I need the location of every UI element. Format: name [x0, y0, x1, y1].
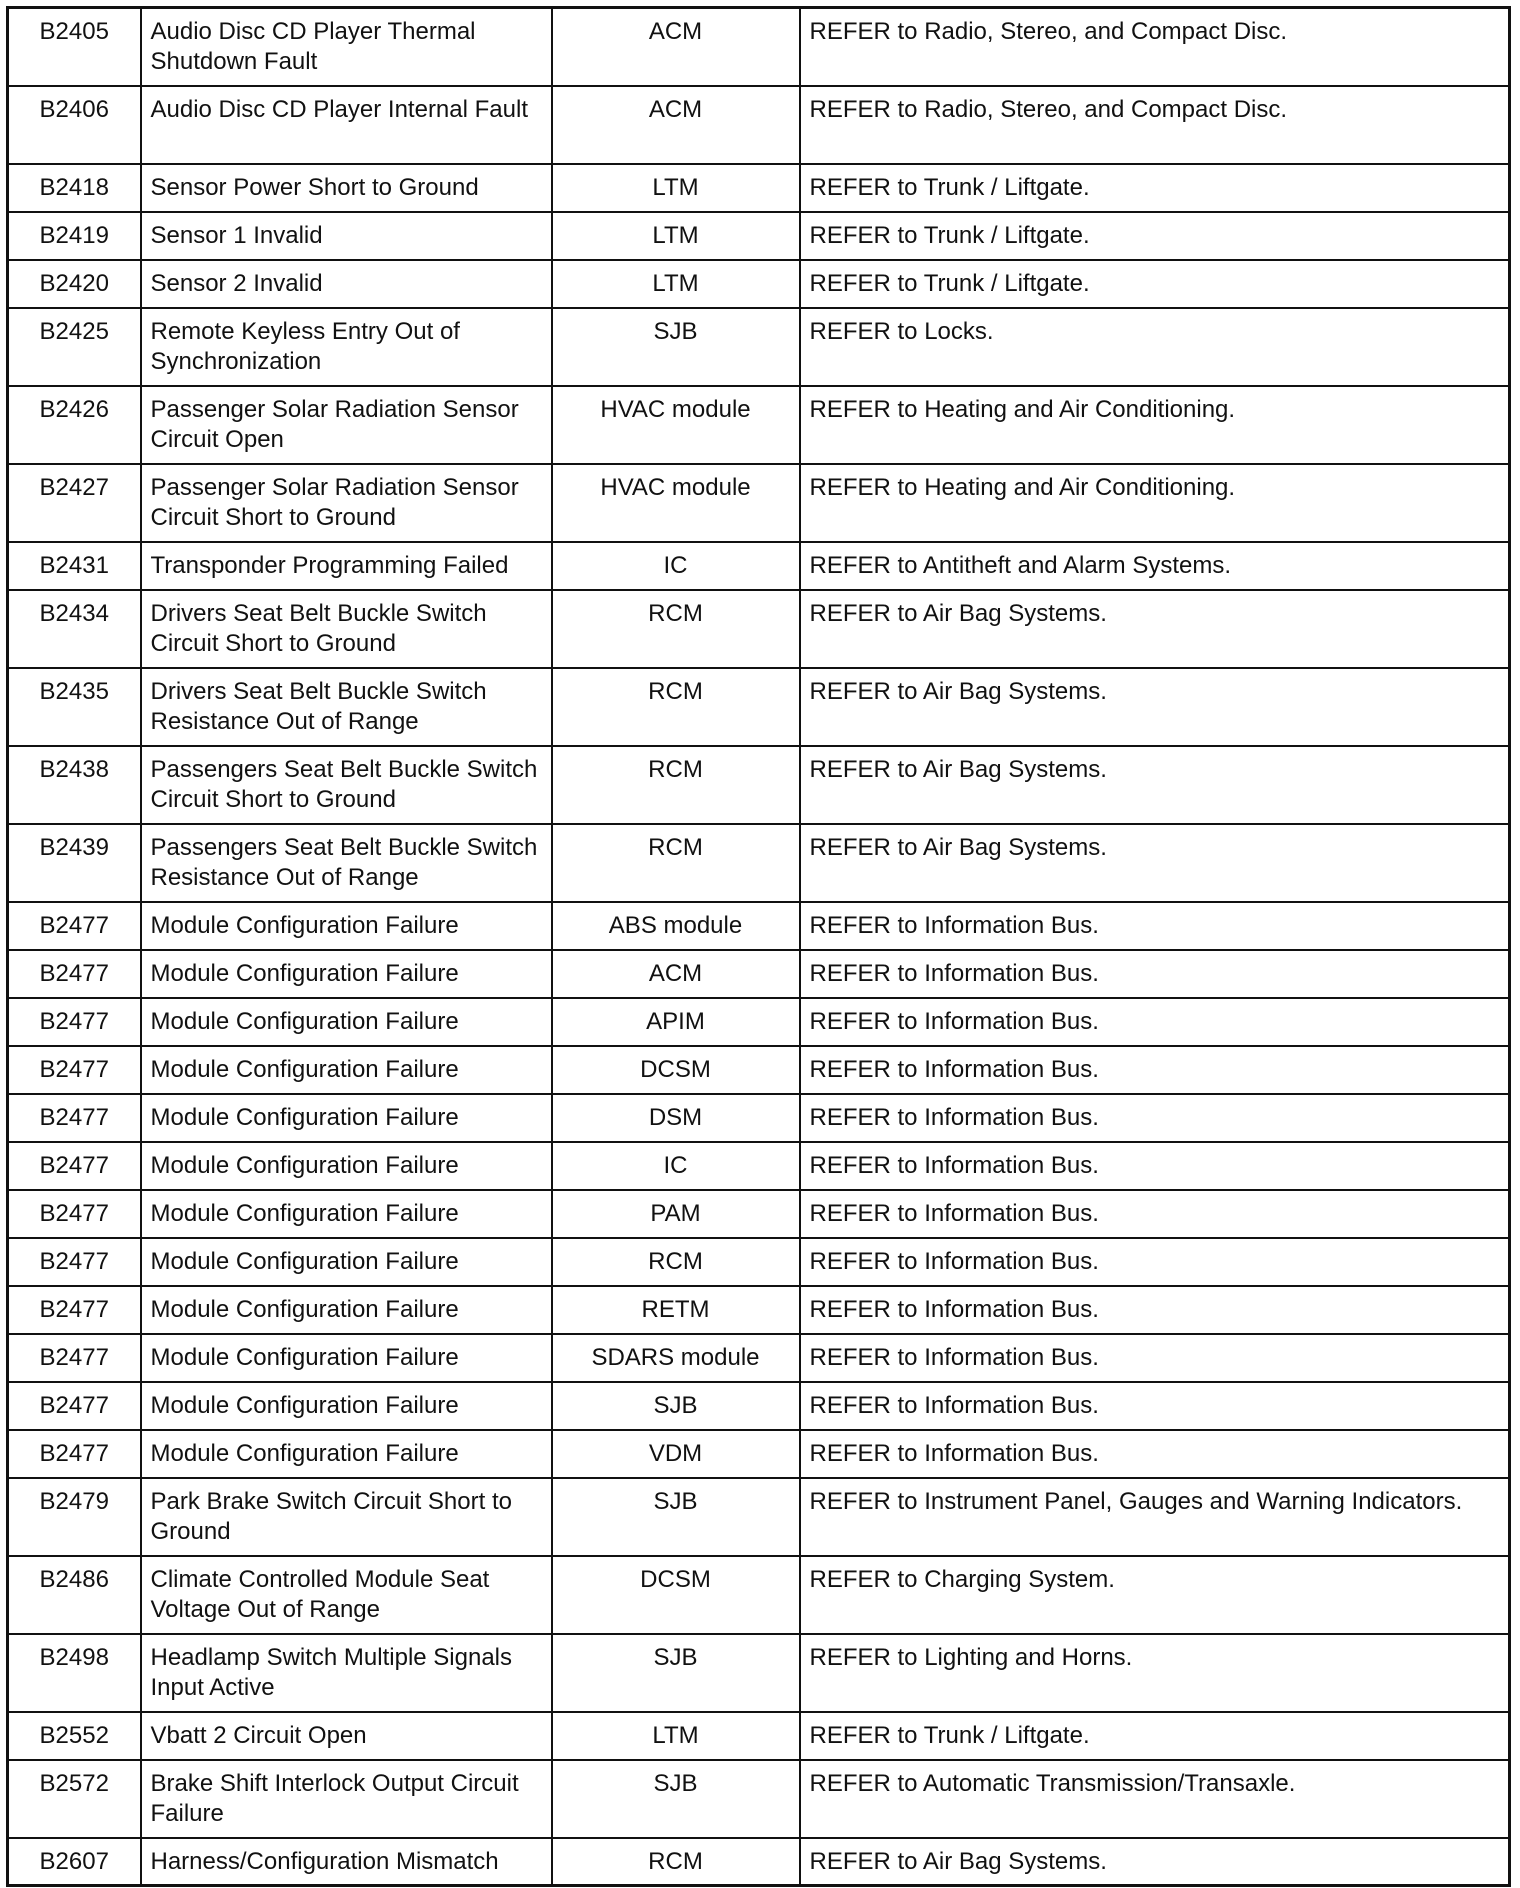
dtc-code-cell: B2477 — [8, 1142, 141, 1190]
dtc-action-cell: REFER to Information Bus. — [800, 1334, 1510, 1382]
dtc-module-cell: PAM — [552, 1190, 800, 1238]
dtc-code-cell: B2427 — [8, 464, 141, 542]
dtc-code-cell: B2477 — [8, 1334, 141, 1382]
table-row — [8, 86, 1510, 164]
dtc-code-cell: B2439 — [8, 824, 141, 902]
dtc-module-cell: DSM — [552, 1094, 800, 1142]
dtc-description-cell: Module Configuration Failure — [141, 1142, 552, 1190]
dtc-description-cell: Module Configuration Failure — [141, 998, 552, 1046]
dtc-code-cell: B2477 — [8, 950, 141, 998]
table-row — [8, 542, 1510, 590]
table-row — [8, 1478, 1510, 1556]
dtc-table-body — [8, 8, 1510, 1886]
dtc-code-cell: B2477 — [8, 1190, 141, 1238]
dtc-action-cell: REFER to Information Bus. — [800, 1238, 1510, 1286]
dtc-description-cell: Module Configuration Failure — [141, 1430, 552, 1478]
dtc-code-cell: B2498 — [8, 1634, 141, 1712]
dtc-module-cell: LTM — [552, 164, 800, 212]
dtc-module-cell: HVAC module — [552, 464, 800, 542]
dtc-action-cell: REFER to Heating and Air Conditioning. — [800, 464, 1510, 542]
dtc-module-cell: SJB — [552, 1382, 800, 1430]
dtc-module-cell: ABS module — [552, 902, 800, 950]
table-row — [8, 1382, 1510, 1430]
dtc-code-cell: B2477 — [8, 1382, 141, 1430]
dtc-table — [6, 6, 1511, 1887]
dtc-code-cell: B2431 — [8, 542, 141, 590]
dtc-module-cell: RCM — [552, 824, 800, 902]
dtc-description-cell: Sensor Power Short to Ground — [141, 164, 552, 212]
dtc-module-cell: RCM — [552, 668, 800, 746]
table-row — [8, 902, 1510, 950]
table-row — [8, 1046, 1510, 1094]
table-row — [8, 1142, 1510, 1190]
dtc-module-cell: RCM — [552, 746, 800, 824]
dtc-action-cell: REFER to Trunk / Liftgate. — [800, 164, 1510, 212]
dtc-description-cell: Brake Shift Interlock Output Circuit Failure — [141, 1760, 552, 1838]
table-row — [8, 1634, 1510, 1712]
dtc-code-cell: B2607 — [8, 1838, 141, 1886]
dtc-description-cell: Module Configuration Failure — [141, 1382, 552, 1430]
dtc-module-cell: SJB — [552, 308, 800, 386]
table-row — [8, 1760, 1510, 1838]
dtc-module-cell: RCM — [552, 590, 800, 668]
dtc-description-cell: Remote Keyless Entry Out of Synchronization — [141, 308, 552, 386]
table-row — [8, 212, 1510, 260]
dtc-action-cell: REFER to Information Bus. — [800, 998, 1510, 1046]
dtc-module-cell: SJB — [552, 1478, 800, 1556]
dtc-action-cell: REFER to Instrument Panel, Gauges and Warning Indicators. — [800, 1478, 1510, 1556]
dtc-module-cell: ACM — [552, 950, 800, 998]
dtc-code-cell: B2405 — [8, 8, 141, 86]
dtc-module-cell: SDARS module — [552, 1334, 800, 1382]
dtc-action-cell: REFER to Air Bag Systems. — [800, 746, 1510, 824]
dtc-action-cell: REFER to Heating and Air Conditioning. — [800, 386, 1510, 464]
dtc-action-cell: REFER to Locks. — [800, 308, 1510, 386]
dtc-code-cell: B2425 — [8, 308, 141, 386]
dtc-module-cell: APIM — [552, 998, 800, 1046]
dtc-module-cell: RCM — [552, 1838, 800, 1886]
dtc-description-cell: Module Configuration Failure — [141, 1238, 552, 1286]
dtc-description-cell: Passengers Seat Belt Buckle Switch Resistance Out of Range — [141, 824, 552, 902]
dtc-action-cell: REFER to Air Bag Systems. — [800, 590, 1510, 668]
table-row — [8, 824, 1510, 902]
dtc-action-cell: REFER to Radio, Stereo, and Compact Disc. — [800, 8, 1510, 86]
dtc-module-cell: RCM — [552, 1238, 800, 1286]
dtc-code-cell: B2486 — [8, 1556, 141, 1634]
table-row — [8, 1556, 1510, 1634]
dtc-action-cell: REFER to Information Bus. — [800, 950, 1510, 998]
table-row — [8, 1238, 1510, 1286]
dtc-description-cell: Module Configuration Failure — [141, 950, 552, 998]
dtc-code-cell: B2426 — [8, 386, 141, 464]
dtc-code-cell: B2420 — [8, 260, 141, 308]
table-row — [8, 1712, 1510, 1760]
dtc-code-cell: B2477 — [8, 1430, 141, 1478]
table-row — [8, 8, 1510, 86]
dtc-description-cell: Module Configuration Failure — [141, 1334, 552, 1382]
table-row — [8, 1838, 1510, 1886]
dtc-action-cell: REFER to Antitheft and Alarm Systems. — [800, 542, 1510, 590]
dtc-description-cell: Passengers Seat Belt Buckle Switch Circuit Short to Ground — [141, 746, 552, 824]
table-row — [8, 260, 1510, 308]
dtc-code-cell: B2434 — [8, 590, 141, 668]
dtc-action-cell: REFER to Lighting and Horns. — [800, 1634, 1510, 1712]
dtc-code-cell: B2479 — [8, 1478, 141, 1556]
dtc-description-cell: Module Configuration Failure — [141, 902, 552, 950]
dtc-module-cell: LTM — [552, 212, 800, 260]
dtc-module-cell: LTM — [552, 260, 800, 308]
dtc-description-cell: Vbatt 2 Circuit Open — [141, 1712, 552, 1760]
table-row — [8, 590, 1510, 668]
dtc-module-cell: IC — [552, 542, 800, 590]
dtc-action-cell: REFER to Radio, Stereo, and Compact Disc. — [800, 86, 1510, 164]
dtc-code-cell: B2477 — [8, 1046, 141, 1094]
dtc-description-cell: Drivers Seat Belt Buckle Switch Resistance Out of Range — [141, 668, 552, 746]
dtc-module-cell: VDM — [552, 1430, 800, 1478]
dtc-description-cell: Module Configuration Failure — [141, 1286, 552, 1334]
dtc-description-cell: Module Configuration Failure — [141, 1046, 552, 1094]
dtc-module-cell: ACM — [552, 86, 800, 164]
dtc-code-cell: B2406 — [8, 86, 141, 164]
dtc-action-cell: REFER to Information Bus. — [800, 1142, 1510, 1190]
dtc-description-cell: Transponder Programming Failed — [141, 542, 552, 590]
dtc-description-cell: Park Brake Switch Circuit Short to Ground — [141, 1478, 552, 1556]
dtc-module-cell: DCSM — [552, 1046, 800, 1094]
dtc-code-cell: B2477 — [8, 902, 141, 950]
table-row — [8, 746, 1510, 824]
table-row — [8, 1334, 1510, 1382]
dtc-module-cell: IC — [552, 1142, 800, 1190]
dtc-module-cell: LTM — [552, 1712, 800, 1760]
table-row — [8, 668, 1510, 746]
dtc-code-cell: B2438 — [8, 746, 141, 824]
dtc-module-cell: RETM — [552, 1286, 800, 1334]
dtc-code-cell: B2477 — [8, 1286, 141, 1334]
dtc-action-cell: REFER to Trunk / Liftgate. — [800, 1712, 1510, 1760]
table-row — [8, 164, 1510, 212]
dtc-description-cell: Module Configuration Failure — [141, 1190, 552, 1238]
dtc-action-cell: REFER to Air Bag Systems. — [800, 1838, 1510, 1886]
dtc-description-cell: Module Configuration Failure — [141, 1094, 552, 1142]
dtc-action-cell: REFER to Information Bus. — [800, 1046, 1510, 1094]
dtc-module-cell: ACM — [552, 8, 800, 86]
dtc-action-cell: REFER to Information Bus. — [800, 1286, 1510, 1334]
dtc-module-cell: SJB — [552, 1634, 800, 1712]
dtc-description-cell: Climate Controlled Module Seat Voltage Out of Range — [141, 1556, 552, 1634]
dtc-description-cell: Drivers Seat Belt Buckle Switch Circuit Short to Ground — [141, 590, 552, 668]
dtc-description-cell: Sensor 1 Invalid — [141, 212, 552, 260]
dtc-code-cell: B2477 — [8, 998, 141, 1046]
dtc-code-cell: B2419 — [8, 212, 141, 260]
table-row — [8, 308, 1510, 386]
dtc-action-cell: REFER to Charging System. — [800, 1556, 1510, 1634]
dtc-description-cell: Headlamp Switch Multiple Signals Input Active — [141, 1634, 552, 1712]
dtc-action-cell: REFER to Automatic Transmission/Transaxle. — [800, 1760, 1510, 1838]
table-row — [8, 1094, 1510, 1142]
dtc-description-cell: Sensor 2 Invalid — [141, 260, 552, 308]
dtc-code-cell: B2435 — [8, 668, 141, 746]
dtc-description-cell: Harness/Configuration Mismatch — [141, 1838, 552, 1886]
dtc-action-cell: REFER to Information Bus. — [800, 902, 1510, 950]
table-row — [8, 998, 1510, 1046]
dtc-code-cell: B2418 — [8, 164, 141, 212]
dtc-description-cell: Audio Disc CD Player Thermal Shutdown Fault — [141, 8, 552, 86]
dtc-action-cell: REFER to Information Bus. — [800, 1382, 1510, 1430]
dtc-code-cell: B2477 — [8, 1094, 141, 1142]
dtc-action-cell: REFER to Information Bus. — [800, 1190, 1510, 1238]
dtc-action-cell: REFER to Air Bag Systems. — [800, 824, 1510, 902]
table-row — [8, 464, 1510, 542]
dtc-description-cell: Passenger Solar Radiation Sensor Circuit Open — [141, 386, 552, 464]
table-row — [8, 1430, 1510, 1478]
dtc-action-cell: REFER to Information Bus. — [800, 1430, 1510, 1478]
dtc-description-cell: Passenger Solar Radiation Sensor Circuit Short to Ground — [141, 464, 552, 542]
table-row — [8, 950, 1510, 998]
dtc-action-cell: REFER to Air Bag Systems. — [800, 668, 1510, 746]
dtc-description-cell: Audio Disc CD Player Internal Fault — [141, 86, 552, 164]
table-row — [8, 386, 1510, 464]
table-row — [8, 1286, 1510, 1334]
dtc-action-cell: REFER to Trunk / Liftgate. — [800, 260, 1510, 308]
dtc-module-cell: HVAC module — [552, 386, 800, 464]
dtc-code-cell: B2477 — [8, 1238, 141, 1286]
dtc-action-cell: REFER to Information Bus. — [800, 1094, 1510, 1142]
dtc-code-cell: B2572 — [8, 1760, 141, 1838]
dtc-action-cell: REFER to Trunk / Liftgate. — [800, 212, 1510, 260]
dtc-module-cell: DCSM — [552, 1556, 800, 1634]
dtc-code-cell: B2552 — [8, 1712, 141, 1760]
table-row — [8, 1190, 1510, 1238]
dtc-module-cell: SJB — [552, 1760, 800, 1838]
